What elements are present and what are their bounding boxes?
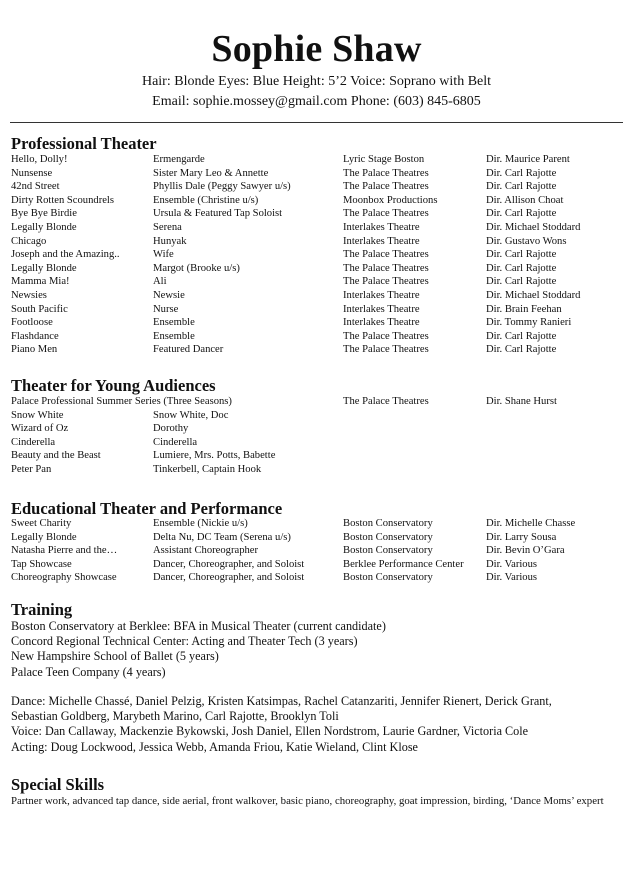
credit-director: Dir. Carl Rajotte [486,276,557,288]
training-schools [11,619,386,680]
training-teachers [11,694,552,755]
credit-director: Dir. Michael Stoddard [486,289,581,301]
credit-venue: Lyric Stage Boston [343,154,425,165]
credit-role: Snow White, Doc [153,409,229,421]
credit-row [0,558,633,572]
credit-title: Chicago [11,235,47,247]
credit-venue: Interlakes Theatre [343,235,420,247]
credit-row [0,221,633,235]
credit-role: Dorothy [153,423,189,435]
credit-role: Ermengarde [153,154,205,165]
training-line: Boston Conservatory at Berklee: BFA in Musical Theater (current candidate) [11,619,386,633]
credit-director: Dir. Various [486,558,538,570]
credit-director: Dir. Bevin O’Gara [486,545,565,557]
credit-row [0,303,633,317]
credit-title: Sweet Charity [11,518,72,529]
credit-venue: Boston Conservatory [343,545,433,557]
credit-title: Joseph and the Amazing.. [11,249,120,261]
credit-title: Newsies [11,289,47,301]
credit-role: Dancer, Choreographer, and Soloist [153,572,305,584]
credit-row [0,194,633,208]
credit-row [0,180,633,194]
credit-row [0,517,633,531]
credit-director: Dir. Carl Rajotte [486,344,557,356]
skills-text: Partner work, advanced tap dance, side aerial, front walkover, basic piano, choreography, goat impression, birding, ‘Dance Moms’ expert [11,795,604,807]
credit-row [0,343,633,357]
training-line: New Hampshire School of Ballet (5 years) [11,649,219,664]
credit-venue: Moonbox Productions [343,194,438,206]
credit-director: Dir. Allison Choat [486,194,564,206]
credit-director: Dir. Various [486,572,538,584]
credit-row [0,395,633,409]
training-line: Palace Teen Company (4 years) [11,664,166,679]
professional-credits [0,153,633,357]
header-divider [10,122,623,123]
credit-row [0,235,633,249]
credit-row [0,571,633,585]
credit-venue: The Palace Theatres [343,208,429,220]
training-line: Concord Regional Technical Center: Acting and Theater Tech (3 years) [11,634,358,649]
credit-title: Legally Blonde [11,531,77,543]
contact-info: Email: sophie.mossey@gmail.com Phone: (603) 845-6805 [152,94,481,109]
teachers-line: Sebastian Goldberg, Marybeth Marino, Carl Rajotte, Brooklyn Toli [11,709,339,724]
credit-role: Featured Dancer [153,344,224,356]
credit-director: Dir. Carl Rajotte [486,181,557,193]
credit-title: Dirty Rotten Scoundrels [11,194,114,206]
credit-row [0,153,633,167]
credit-row [0,463,633,477]
credit-role: Tinkerbell, Captain Hook [153,463,262,475]
credit-venue: The Palace Theatres [343,344,429,356]
credit-venue: The Palace Theatres [343,167,429,179]
credit-role: Nurse [153,303,179,315]
credit-role: Cinderella [153,436,198,448]
credit-director: Dir. Gustavo Wons [486,235,567,247]
credit-venue: Berklee Performance Center [343,558,464,570]
credit-director: Dir. Maurice Parent [486,154,570,165]
credit-title: Natasha Pierre and the… [11,545,118,557]
credit-title: Footloose [11,317,53,329]
credit-venue: The Palace Theatres [343,249,429,261]
credit-row [0,330,633,344]
credit-title: Beauty and the Beast [11,450,101,462]
credit-role: Phyllis Dale (Peggy Sawyer u/s) [153,181,291,193]
section-title-training: Training [11,600,73,619]
credit-row [0,207,633,221]
credit-venue: Boston Conservatory [343,572,433,584]
credit-venue: The Palace Theatres [343,330,429,342]
credit-title: Snow White [11,409,64,421]
credit-director: Dir. Shane Hurst [486,396,557,407]
section-title-professional: Professional Theater [11,134,157,153]
section-title-educational: Educational Theater and Performance [11,499,283,518]
credit-title: Nunsense [11,167,53,179]
credit-venue: The Palace Theatres [343,396,429,407]
credit-role: Ensemble [153,330,195,342]
credit-venue: Interlakes Theatre [343,289,420,301]
credit-row [0,316,633,330]
credit-title: Palace Professional Summer Series (Three Seasons) [11,396,232,407]
credit-title: Bye Bye Birdie [11,208,77,220]
credit-row [0,531,633,545]
credit-role: Hunyak [153,235,187,247]
credit-row [0,248,633,262]
credit-director: Dir. Brain Feehan [486,303,562,315]
credit-director: Dir. Larry Sousa [486,531,557,543]
credit-role: Sister Mary Leo & Annette [153,167,269,179]
credit-venue: Interlakes Theatre [343,317,420,329]
credit-venue: Interlakes Theatre [343,303,420,315]
young-audiences-credits [0,395,633,477]
credit-role: Delta Nu, DC Team (Serena u/s) [153,531,291,543]
credit-row [0,436,633,450]
credit-title: Choreography Showcase [11,572,117,584]
credit-title: South Pacific [11,303,68,315]
credit-row [0,422,633,436]
credit-row [0,289,633,303]
credit-title: Hello, Dolly! [11,154,68,165]
credit-role: Ensemble (Christine u/s) [153,194,259,206]
credit-row [0,409,633,423]
credit-venue: Boston Conservatory [343,518,433,529]
credit-role: Margot (Brooke u/s) [153,262,240,274]
credit-role: Lumiere, Mrs. Potts, Babette [153,450,276,462]
physical-stats: Hair: Blonde Eyes: Blue Height: 5’2 Voice: Soprano with Belt [141,74,492,89]
credit-role: Ali [153,276,167,288]
credit-row [0,275,633,289]
credit-role: Ensemble [153,317,195,329]
credit-row [0,167,633,181]
credit-title: Piano Men [11,344,58,356]
credit-role: Ensemble (Nickie u/s) [153,518,248,529]
credit-title: Legally Blonde [11,262,77,274]
teachers-line: Voice: Dan Callaway, Mackenzie Bykowski, Josh Daniel, Ellen Nordstrom, Laurie Gardner, Victoria Cole [11,724,529,739]
credit-title: 42nd Street [11,181,60,193]
credit-title: Cinderella [11,436,56,448]
teachers-line: Acting: Doug Lockwood, Jessica Webb, Amanda Friou, Katie Wieland, Clint Klose [11,739,418,754]
credit-title: Tap Showcase [11,558,72,570]
credit-row [0,544,633,558]
credit-venue: The Palace Theatres [343,262,429,274]
name-heading: Sophie Shaw [211,28,422,70]
credit-director: Dir. Carl Rajotte [486,208,557,220]
credit-role: Wife [153,249,174,261]
credit-role: Serena [153,221,182,233]
teachers-line: Dance: Michelle Chassé, Daniel Pelzig, Kristen Katsimpas, Rachel Catanzariti, Jennifer Rienert, Derick Grant, [11,694,552,708]
credit-role: Ursula & Featured Tap Soloist [153,208,283,220]
educational-credits [0,517,633,585]
credit-venue: Interlakes Theatre [343,221,420,233]
credit-director: Dir. Carl Rajotte [486,249,557,261]
credit-director: Dir. Carl Rajotte [486,167,557,179]
credit-director: Dir. Tommy Ranieri [486,317,572,329]
credit-title: Peter Pan [11,463,52,475]
credit-venue: Boston Conservatory [343,531,433,543]
credit-venue: The Palace Theatres [343,181,429,193]
credit-row [0,262,633,276]
credit-role: Dancer, Choreographer, and Soloist [153,558,305,570]
credit-title: Wizard of Oz [11,423,69,435]
credit-director: Dir. Carl Rajotte [486,330,557,342]
credit-role: Assistant Choreographer [153,545,259,557]
credit-role: Newsie [153,289,185,301]
credit-venue: The Palace Theatres [343,276,429,288]
credit-director: Dir. Michael Stoddard [486,221,581,233]
credit-director: Dir. Michelle Chasse [486,518,576,529]
credit-director: Dir. Carl Rajotte [486,262,557,274]
section-title-young-audiences: Theater for Young Audiences [11,376,216,395]
credit-title: Legally Blonde [11,221,77,233]
credit-title: Mamma Mia! [11,276,70,288]
section-title-skills: Special Skills [11,775,105,794]
credit-title: Flashdance [11,330,59,342]
credit-row [0,449,633,463]
